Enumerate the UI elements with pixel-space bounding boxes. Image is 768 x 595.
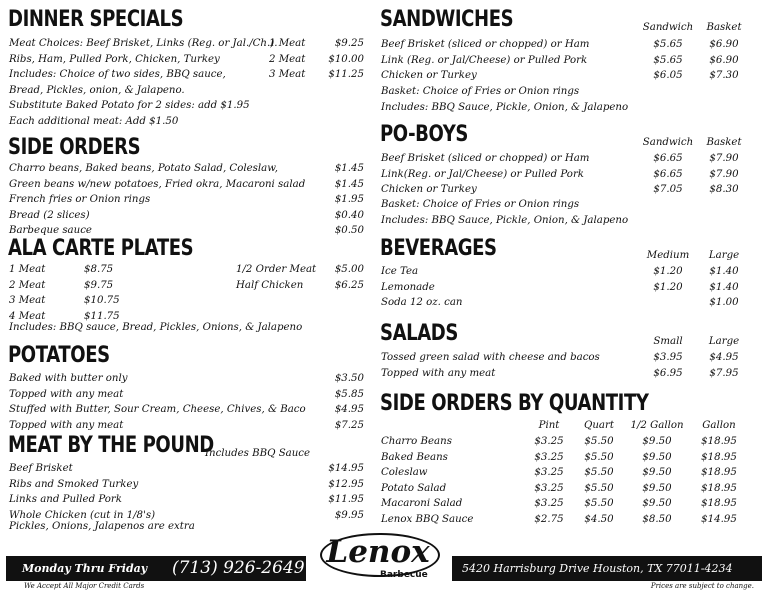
item-name: Beef Brisket (sliced or chopped) or Ham — [381, 153, 590, 164]
ala-carte-price: $9.75 — [84, 279, 114, 291]
qty-item-price: $5.50 — [584, 436, 614, 447]
phone-number[interactable]: (713) 926-2649 — [172, 558, 305, 578]
dinner-line: Substitute Baked Potato for 2 sides: add $1.95 — [9, 100, 250, 112]
item-price: $7.95 — [709, 367, 739, 379]
dinner-option-label: 1 Meat — [269, 38, 306, 49]
side-order-name: Bread (2 slices) — [9, 209, 90, 221]
item-price: $6.65 — [653, 168, 683, 180]
qty-item-price: $9.50 — [642, 436, 672, 447]
potato-price: $3.50 — [334, 373, 364, 384]
qty-item-name: Coleslaw — [381, 467, 428, 479]
dinner-option-price: $10.00 — [328, 53, 364, 65]
qty-column-header: Gallon — [702, 420, 736, 431]
meat-name: Beef Brisket — [9, 463, 73, 474]
column-header: Sandwich — [642, 22, 694, 33]
dinner-option-price: $11.25 — [328, 69, 364, 81]
ala-carte-price: $5.00 — [334, 264, 364, 275]
ala-carte-name: 4 Meat — [9, 310, 46, 322]
footer-right-bar — [452, 556, 762, 581]
qty-item-price: $18.95 — [701, 451, 737, 463]
qty-column-header: Quart — [584, 420, 614, 431]
potato-price: $4.95 — [334, 404, 364, 416]
meat-price: $11.95 — [328, 494, 364, 506]
item-name: Beef Brisket (sliced or chopped) or Ham — [381, 39, 590, 50]
item-price: $1.00 — [709, 297, 739, 309]
side-order-price: $0.40 — [334, 209, 364, 221]
qty-column-header: Pint — [538, 420, 560, 431]
hours-text: Monday Thru Friday — [22, 562, 148, 575]
potato-price: $5.85 — [334, 388, 364, 400]
ala-carte-note: Includes: BBQ sauce, Bread, Pickles, Onions, & Jalapeno — [9, 322, 303, 333]
item-price: $5.65 — [653, 39, 683, 50]
ala-carte-price: $10.75 — [84, 295, 120, 307]
item-price: $7.30 — [709, 70, 739, 82]
item-price: $3.95 — [653, 352, 683, 363]
ala-carte-name: 1 Meat — [9, 264, 46, 275]
item-price: $1.20 — [653, 281, 683, 293]
item-name: Link (Reg. or Jal/Cheese) or Pulled Pork — [381, 54, 588, 66]
item-price: $6.05 — [653, 70, 683, 82]
item-name: Chicken or Turkey — [381, 70, 477, 82]
item-price: $6.90 — [709, 39, 739, 50]
qty-item-price: $9.50 — [642, 467, 672, 479]
item-price: $6.65 — [653, 153, 683, 164]
qty-item-price: $9.50 — [642, 482, 672, 494]
ala-carte-name: Half Chicken — [236, 279, 304, 291]
dinner-line: Meat Choices: Beef Brisket, Links (Reg. or Jal./Ch.). — [9, 38, 278, 49]
item-name: Link(Reg. or Jal/Cheese) or Pulled Pork — [381, 168, 584, 180]
dinner-line: Ribs, Ham, Pulled Pork, Chicken, Turkey — [9, 53, 220, 65]
ala-carte-heading: ALA CARTE PLATES — [8, 236, 194, 261]
ala-carte-name: 2 Meat — [9, 279, 46, 291]
beverages-heading: BEVERAGES — [380, 236, 497, 261]
ala-carte-price: $6.25 — [334, 279, 364, 291]
item-price: $1.40 — [709, 281, 739, 293]
item-price: $6.95 — [653, 367, 683, 379]
qty-item-price: $14.95 — [701, 514, 737, 525]
column-header: Sandwich — [642, 137, 694, 148]
dinner-line: Includes: Choice of two sides, BBQ sauce, — [9, 69, 226, 81]
item-price: $8.30 — [709, 184, 739, 196]
qty-column-header: 1/2 Gallon — [630, 420, 684, 431]
qty-item-price: $9.50 — [642, 498, 672, 510]
potato-name: Topped with any meat — [9, 388, 124, 400]
lenox-logo — [318, 533, 443, 585]
potato-name: Baked with butter only — [9, 373, 128, 384]
qty-item-price: $9.50 — [642, 451, 672, 463]
item-note: Includes: BBQ Sauce, Pickle, Onion, & Jalapeno — [381, 214, 629, 226]
salads-heading: SALADS — [380, 321, 458, 346]
column-header: Medium — [646, 250, 690, 261]
item-price: $7.05 — [653, 184, 683, 196]
poboys-heading: PO-BOYS — [380, 122, 469, 147]
column-header: Basket — [706, 137, 742, 148]
qty-item-price: $18.95 — [701, 467, 737, 479]
qty-item-price: $3.25 — [534, 467, 564, 479]
item-price: $7.90 — [709, 168, 739, 180]
column-header: Small — [653, 336, 683, 347]
item-note: Basket: Choice of Fries or Onion rings — [381, 199, 580, 210]
item-name: Lemonade — [381, 281, 435, 293]
item-price: $4.95 — [709, 352, 739, 363]
qty-item-price: $3.25 — [534, 436, 564, 447]
qty-item-price: $5.50 — [584, 467, 614, 479]
column-header: Large — [708, 250, 740, 261]
qty-item-price: $5.50 — [584, 451, 614, 463]
qty-item-name: Potato Salad — [381, 482, 447, 494]
side-order-name: Charro beans, Baked beans, Potato Salad, Coleslaw, — [9, 163, 278, 174]
item-price: $6.90 — [709, 54, 739, 66]
dinner-option-label: 3 Meat — [269, 69, 306, 81]
ala-carte-price: $8.75 — [84, 264, 114, 275]
side-order-name: Barbeque sauce — [9, 225, 92, 237]
qty-item-price: $18.95 — [701, 498, 737, 510]
qty-item-price: $8.50 — [642, 514, 672, 525]
dinner-line: Each additional meat: Add $1.50 — [9, 116, 179, 127]
qty-item-price: $18.95 — [701, 482, 737, 494]
dinner-specials-heading: DINNER SPECIALS — [8, 7, 184, 32]
dinner-option-price: $9.25 — [334, 38, 364, 49]
qty-item-name: Macaroni Salad — [381, 498, 463, 510]
item-name: Soda 12 oz. can — [381, 297, 463, 309]
potatoes-heading: POTATOES — [8, 343, 110, 368]
side-order-name: French fries or Onion rings — [9, 194, 151, 206]
meat-name: Ribs and Smoked Turkey — [9, 478, 139, 490]
meat-price: $9.95 — [334, 509, 364, 521]
prices-disclaimer: Prices are subject to change. — [650, 582, 754, 590]
ala-carte-price: $11.75 — [84, 310, 120, 322]
side-orders-heading: SIDE ORDERS — [8, 135, 141, 160]
side-order-price: $0.50 — [334, 225, 364, 237]
qty-item-price: $3.25 — [534, 498, 564, 510]
qty-item-price: $2.75 — [534, 514, 564, 525]
qty-item-price: $3.25 — [534, 482, 564, 494]
ala-carte-name: 3 Meat — [9, 295, 46, 307]
potato-name: Topped with any meat — [9, 419, 124, 431]
meat-price: $12.95 — [328, 478, 364, 490]
side-order-price: $1.45 — [334, 163, 364, 174]
footer-left-bar — [6, 556, 306, 581]
qty-item-name: Baked Beans — [381, 451, 448, 463]
dinner-line: Bread, Pickles, onion, & Jalapeno. — [9, 84, 185, 96]
column-header: Large — [708, 336, 740, 347]
logo-wordmark: Lenox — [326, 534, 430, 570]
meat-name: Whole Chicken (cut in 1/8's) — [9, 509, 156, 521]
item-name: Tossed green salad with cheese and bacos — [381, 352, 600, 363]
meat-price: $14.95 — [328, 463, 364, 474]
qty-item-price: $3.25 — [534, 451, 564, 463]
sandwiches-heading: SANDWICHES — [380, 7, 514, 32]
potato-price: $7.25 — [334, 419, 364, 431]
logo-subtitle: Barbecue — [380, 570, 428, 580]
meat-by-pound-heading: MEAT BY THE POUND — [8, 433, 214, 458]
item-price: $1.40 — [709, 266, 739, 277]
qty-item-price: $4.50 — [584, 514, 614, 525]
ala-carte-name: 1/2 Order Meat — [236, 264, 317, 275]
item-price: $7.90 — [709, 153, 739, 164]
item-price: $1.20 — [653, 266, 683, 277]
meat-by-pound-subtitle: Includes BBQ Sauce — [205, 448, 311, 459]
potato-name: Stuffed with Butter, Sour Cream, Cheese, Chives, & Baco — [9, 404, 306, 416]
item-note: Basket: Choice of Fries or Onion rings — [381, 86, 580, 97]
qty-item-price: $5.50 — [584, 498, 614, 510]
qty-item-price: $5.50 — [584, 482, 614, 494]
side-orders-qty-heading: SIDE ORDERS BY QUANTITY — [380, 391, 649, 416]
item-price: $5.65 — [653, 54, 683, 66]
item-name: Chicken or Turkey — [381, 184, 477, 196]
column-header: Basket — [706, 22, 742, 33]
item-name: Topped with any meat — [381, 367, 496, 379]
address-text: 5420 Harrisburg Drive Houston, TX 77011-4234 — [462, 562, 733, 575]
side-order-name: Green beans w/new potatoes, Fried okra, Macaroni salad — [9, 178, 306, 190]
qty-item-name: Lenox BBQ Sauce — [381, 514, 474, 525]
side-order-price: $1.95 — [334, 194, 364, 206]
qty-item-price: $18.95 — [701, 436, 737, 447]
credit-cards-note: We Accept All Major Credit Cards — [24, 582, 145, 590]
item-name: Ice Tea — [381, 266, 419, 277]
item-note: Includes: BBQ Sauce, Pickle, Onion, & Jalapeno — [381, 101, 629, 113]
dinner-option-label: 2 Meat — [269, 53, 306, 65]
meat-name: Links and Pulled Pork — [9, 494, 122, 506]
qty-item-name: Charro Beans — [381, 436, 452, 447]
side-order-price: $1.45 — [334, 178, 364, 190]
meat-by-pound-note: Pickles, Onions, Jalapenos are extra — [9, 521, 195, 532]
